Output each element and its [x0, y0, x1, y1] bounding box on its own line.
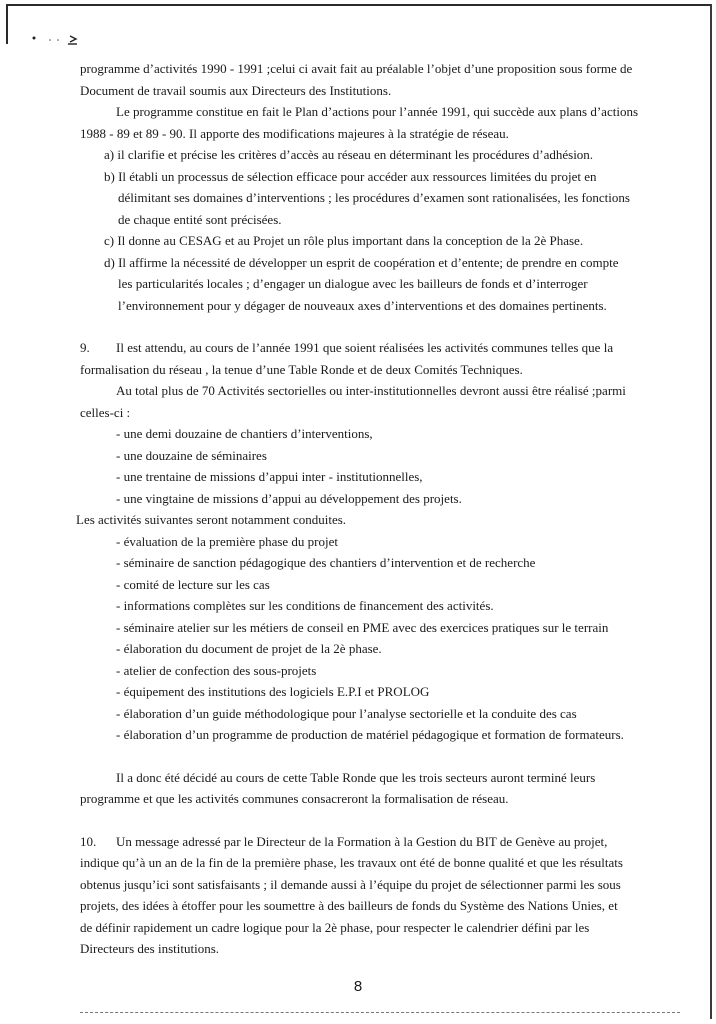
list-item: - une douzaine de séminaires [116, 447, 267, 463]
scan-border-right [710, 4, 712, 1019]
text-line: délimitant ses domaines d’interventions ; les procédures d’examen sont rationalisées, les fonctions [118, 190, 630, 205]
list-item: - élaboration d’un programme de production de matériel pédagogique et formation de formateurs. [116, 727, 624, 742]
list-item: - une trentaine de missions d’appui inter - institutionnelles, [116, 469, 423, 484]
list-item: - séminaire de sanction pédagogique des chantiers d’intervention et de recherche [116, 555, 536, 570]
list-item: - séminaire atelier sur les métiers de conseil en PME avec des exercices pratiques sur le terrain [116, 619, 609, 635]
text-line: celles-ci : [80, 404, 131, 420]
list-item-d: d) Il affirme la nécessité de développer un esprit de coopération et d’entente; de prendre en compte [104, 254, 619, 270]
scan-border-left [6, 4, 8, 44]
text-line: Il est attendu, au cours de l’année 1991 que soient réalisées les activités communes telles que la [116, 340, 614, 355]
text-line: Un message adressé par le Directeur de la Formation à la Gestion du BIT de Genève au projet, [116, 833, 608, 849]
text-line: les particularités locales ; d’engager un dialogue avec les bailleurs de fonds et d’interroger [118, 276, 588, 291]
scan-border-top [6, 4, 710, 6]
text-line: Les activités suivantes seront notamment conduites. [76, 512, 347, 527]
list-item: - comité de lecture sur les cas [116, 576, 270, 592]
text-line: Document de travail soumis aux Directeurs des Institutions. [80, 82, 392, 98]
list-item-a: a) il clarifie et précise les critères d’accès au réseau en déterminant les procédures d’adhésion. [104, 147, 594, 162]
page-number: 8 [353, 978, 363, 995]
text-line: 1988 - 89 et 89 - 90. Il apporte des modifications majeures à la stratégie de réseau. [80, 125, 509, 141]
text-line: programme d’activités 1990 - 1991 ;celui ci avait fait au préalable l’objet d’une proposition sous forme de [80, 61, 633, 76]
paragraph-number: 10. [80, 833, 97, 849]
text-line: programme et que les activités communes consacreront la formalisation de réseau. [80, 791, 509, 806]
text-line: Au total plus de 70 Activités sectorielles ou inter-institutionnelles devront aussi être réalisé ;parmi [116, 383, 626, 398]
list-item-b: b) Il établi un processus de sélection efficace pour accéder aux ressources limitées du projet en [104, 168, 597, 184]
list-item: - évaluation de la première phase du projet [116, 533, 338, 549]
paragraph-9 [80, 337, 672, 359]
text-line: formalisation du réseau , la tenue d’une Table Ronde et de deux Comités Techniques. [80, 361, 523, 377]
scan-border-bottom [80, 1012, 680, 1015]
list-item: - élaboration du document de projet de la 2è phase. [116, 641, 382, 656]
paragraph-10 [80, 831, 672, 853]
list-item: - élaboration d’un guide méthodologique pour l’analyse sectorielle et la conduite des cas [116, 705, 577, 721]
text-line: indique qu’à un an de la fin de la première phase, les travaux ont été de bonne qualité et que les résultats [80, 855, 623, 870]
paragraph-number: 9. [80, 340, 90, 355]
document-body [76, 58, 672, 960]
list-item: - une vingtaine de missions d’appui au développement des projets. [116, 490, 462, 506]
list-item-c: c) Il donne au CESAG et au Projet un rôle plus important dans la conception de la 2è Phase. [104, 233, 584, 248]
list-item: - atelier de confection des sous-projets [116, 662, 317, 678]
list-item: - une demi douzaine de chantiers d’interventions, [116, 426, 373, 441]
text-line: Il a donc été décidé au cours de cette Table Ronde que les trois secteurs auront terminé leurs [116, 769, 596, 785]
list-item: - informations complètes sur les conditions de financement des activités. [116, 598, 494, 613]
text-line: Le programme constitue en fait le Plan d’actions pour l’année 1991, qui succède aux plans d’actions [116, 104, 638, 119]
text-line: obtenus jusqu’ici sont satisfaisants ; il demande aussi à l’équipe du projet de sélectionner parmi les sous [80, 876, 621, 892]
text-line: projets, des idées à étoffer pour les soumettre à des bailleurs de fonds du Système des Nations Unies, et [80, 898, 618, 913]
text-line: de chaque entité sont précisées. [118, 211, 282, 227]
text-line: Directeurs des institutions. [80, 941, 220, 956]
list-item: - équipement des institutions des logiciels E.P.I et PROLOG [116, 684, 430, 699]
scan-specks [30, 30, 90, 50]
text-line: de définir rapidement un cadre logique pour la 2è phase, pour respecter le calendrier défini par les [80, 919, 590, 935]
text-line: l’environnement pour y dégager de nouveaux axes d’interventions et des domaines pertinents. [118, 297, 607, 313]
